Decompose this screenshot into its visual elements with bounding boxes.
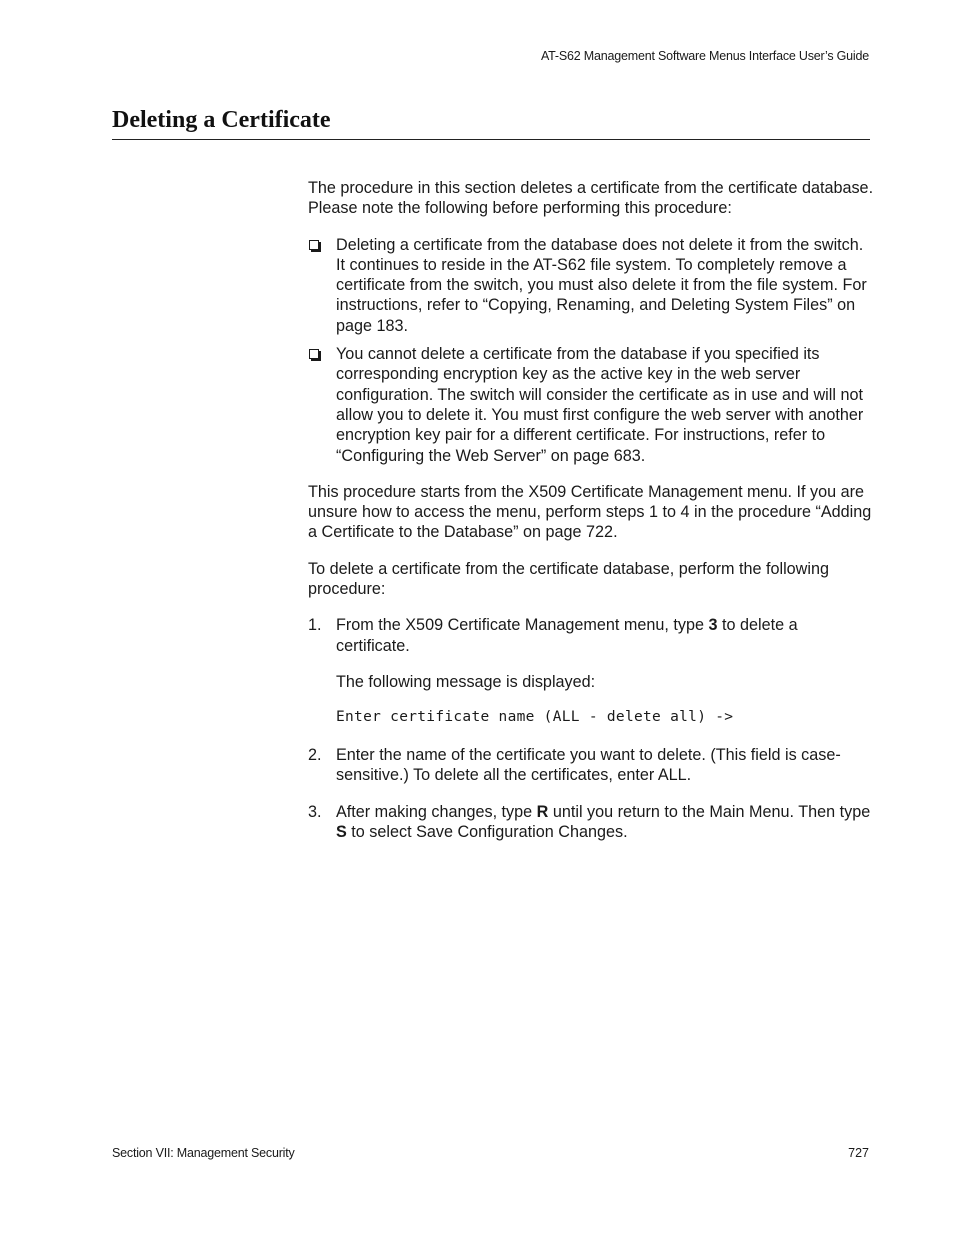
- intro-paragraph: The procedure in this section deletes a certificate from the certificate database. Please note the following before performing this procedure:: [308, 179, 874, 218]
- step-text-part: From the X509 Certificate Management menu, type: [336, 616, 709, 635]
- step-text-part: to select Save Configuration Changes.: [346, 823, 628, 842]
- step-number: 1.: [308, 616, 322, 635]
- step-item: [308, 745, 874, 786]
- step-key: S: [336, 823, 347, 842]
- step-item: [308, 615, 874, 727]
- step-number: 3.: [308, 803, 322, 822]
- note-item: [308, 235, 874, 336]
- section-title: Deleting a Certificate: [112, 107, 331, 133]
- checkbox-bullet-icon: [309, 349, 319, 359]
- body-content: [308, 178, 874, 860]
- note-item: [308, 344, 874, 466]
- procedure-steps: [308, 615, 874, 842]
- console-prompt: Enter certificate name (ALL - delete all) ->: [336, 709, 734, 726]
- footer-page-number: 727: [848, 1146, 869, 1160]
- step-text: Enter the name of the certificate you want to delete. (This field is case-sensitive.) To delete all the certificates, enter ALL.: [336, 745, 841, 784]
- checkbox-bullet-icon: [309, 240, 319, 250]
- note-text: You cannot delete a certificate from the database if you specified its corresponding encryption key as the active key in the web server configuration. The switch will consider the certificate as in use and will not allow you to delete it. You must first configure the web server with another encryption key pair for a different certificate. For instructions, refer to “Configuring the Web Server” on page 683.: [336, 345, 864, 465]
- step-text-part: until you return to the Main Menu. Then type: [548, 803, 871, 822]
- step-key: R: [536, 803, 549, 822]
- step-text: [336, 802, 874, 843]
- note-list: [308, 235, 874, 466]
- step-number: 2.: [308, 745, 322, 764]
- note-text: Deleting a certificate from the database does not delete it from the switch. It continues to reside in the AT-S62 file system. To completely remove a certificate from the switch, you must also delete it from the file system. For instructions, refer to “Copying, Renaming, and Deleting System Files” on page 183.: [336, 235, 867, 335]
- start-note-paragraph: This procedure starts from the X509 Certificate Management menu. If you are unsure how to access the menu, perform steps 1 to 4 in the procedure “Adding a Certificate to the Database” on page 722.: [308, 482, 872, 542]
- footer-section-name: Section VII: Management Security: [112, 1146, 295, 1160]
- running-header: AT-S62 Management Software Menus Interface User’s Guide: [540, 49, 869, 63]
- step-text-part: After making changes, type: [336, 803, 537, 822]
- step-text: [336, 615, 874, 656]
- step-text-part: to delete a certificate.: [336, 616, 798, 655]
- step-key: 3: [708, 616, 718, 635]
- message-label: The following message is displayed:: [336, 672, 596, 691]
- procedure-intro: To delete a certificate from the certificate database, perform the following procedure:: [308, 559, 829, 599]
- step-item: [308, 802, 874, 843]
- title-rule: [112, 139, 870, 140]
